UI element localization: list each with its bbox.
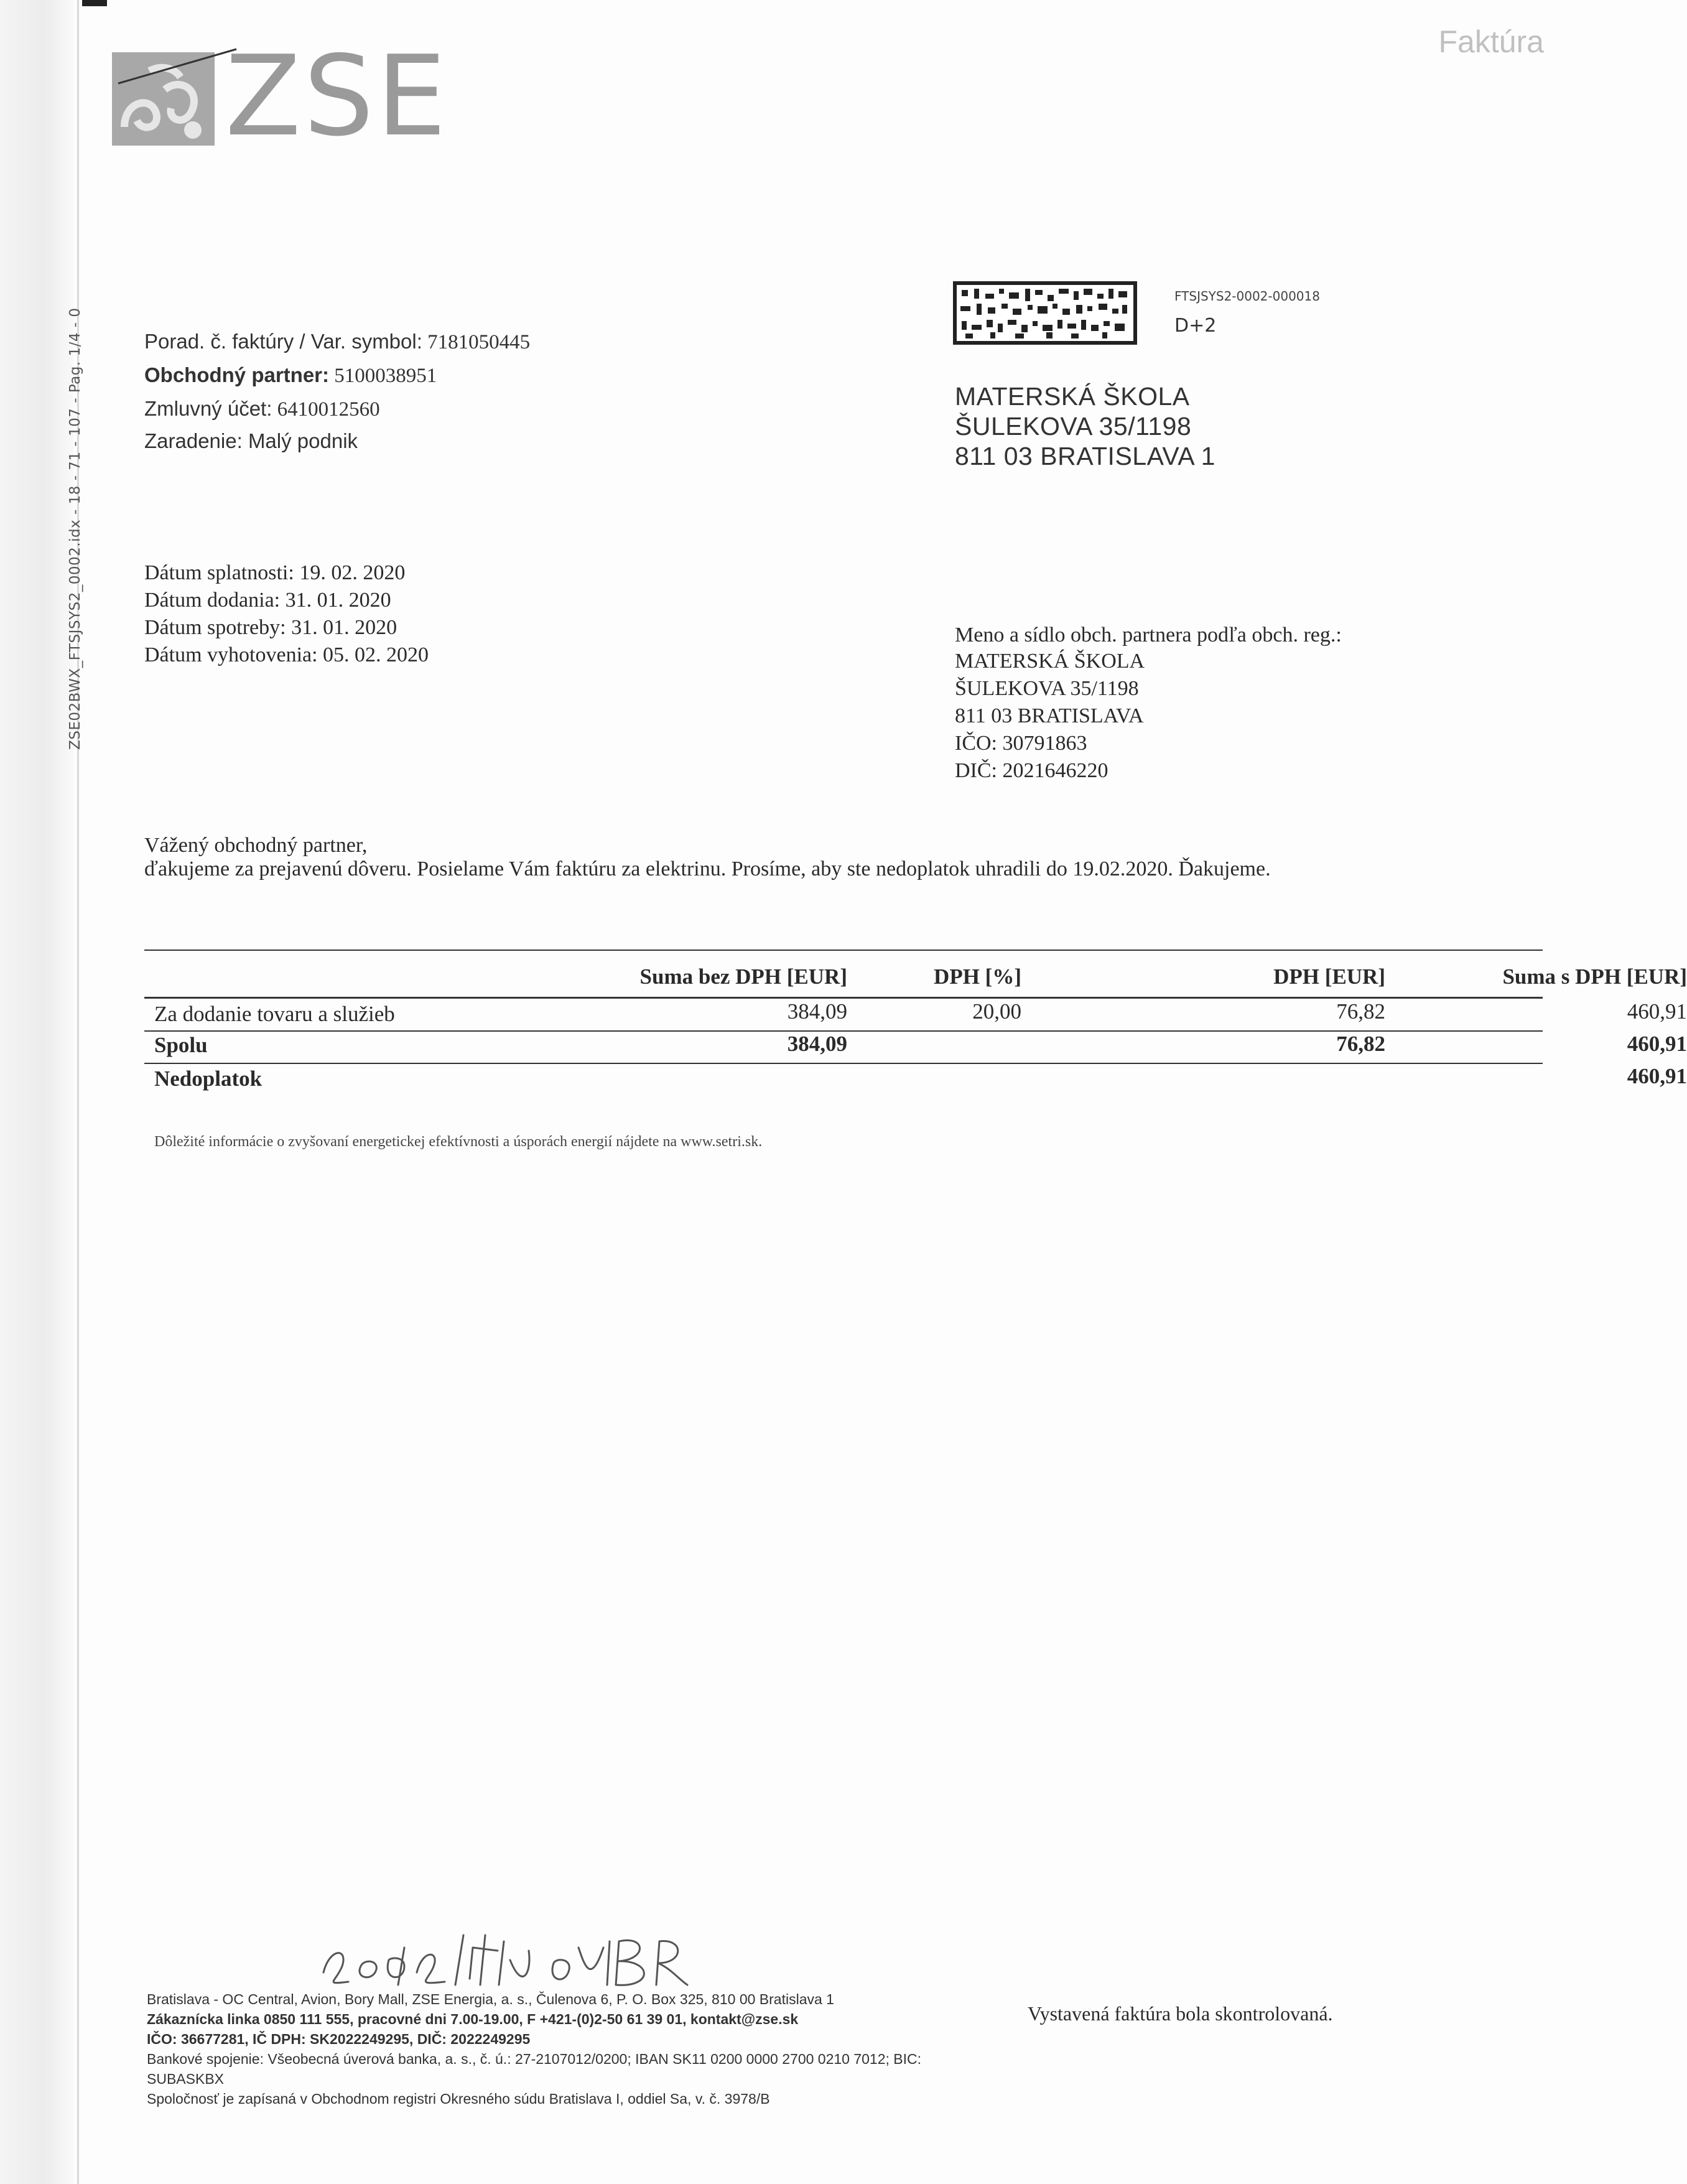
footer-address: Bratislava - OC Central, Avion, Bory Mall, ZSE Energia, a. s., Čulenova 6, P. O. Box 325, 810 00 Bratislava 1 <box>147 1991 834 2007</box>
datamatrix-barcode <box>953 281 1137 345</box>
partner-label: Obchodný partner: <box>144 363 330 386</box>
logo-emblem-icon <box>112 52 215 146</box>
header-gross: Suma s DPH [EUR] <box>1502 964 1687 989</box>
contract-row <box>144 397 380 421</box>
registered-line1: MATERSKÁ ŠKOLA <box>955 650 1145 673</box>
issue-date: Dátum vyhotovenia: 05. 02. 2020 <box>144 643 429 666</box>
registered-dic: DIČ: 2021646220 <box>955 759 1108 782</box>
document-title: Faktúra <box>1438 24 1544 59</box>
handwritten-annotation <box>317 1923 690 1991</box>
delivery-date: Dátum dodania: 31. 01. 2020 <box>144 589 391 612</box>
scan-edge <box>0 0 73 2184</box>
barcode-id: FTSJSYS2-0002-000018 <box>1174 289 1320 304</box>
recipient-line2: ŠULEKOVA 35/1198 <box>955 412 1192 441</box>
category-value: Malý podnik <box>248 429 358 452</box>
table-top-rule <box>144 950 1543 951</box>
row-gross: 460,91 <box>1627 999 1687 1024</box>
row-net: 384,09 <box>787 999 847 1024</box>
category-label: Zaradenie: <box>144 429 243 452</box>
category-row <box>144 429 358 453</box>
letter-greeting: Vážený obchodný partner, <box>144 834 368 857</box>
consumption-date: Dátum spotreby: 31. 01. 2020 <box>144 616 397 639</box>
footer-contact: Zákaznícka linka 0850 111 555, pracovné dni 7.00-19.00, F +421-(0)2-50 61 39 01, kontakt@zse.sk <box>147 2011 799 2027</box>
registered-line3: 811 03 BRATISLAVA <box>955 704 1144 727</box>
invoice-number-value: 7181050445 <box>427 331 531 353</box>
scan-mark <box>82 0 107 6</box>
row-gross: 460,91 <box>1627 1032 1687 1056</box>
row-rule <box>144 1063 1543 1064</box>
letter-body: ďakujeme za prejavenú dôveru. Posielame Vám faktúru za elektrinu. Prosíme, aby ste nedoplatok uhradili do 19.02.2020. Ďakujeme. <box>144 857 1271 880</box>
registered-line2: ŠULEKOVA 35/1198 <box>955 677 1139 700</box>
zse-logo <box>112 32 449 161</box>
row-vat: 76,82 <box>1336 1032 1385 1056</box>
header-vat: DPH [EUR] <box>1273 964 1385 989</box>
registered-ico: IČO: 30791863 <box>955 732 1087 755</box>
header-vat-pct: DPH [%] <box>934 964 1021 989</box>
row-label: Spolu <box>154 1033 208 1057</box>
partner-value: 5100038951 <box>334 365 437 387</box>
footer-registry: Spoločnosť je zapísaná v Obchodnom registri Okresného súdu Bratislava I, oddiel Sa, v. č. 3978/B <box>147 2091 770 2107</box>
logo-text: ZSE <box>225 32 449 161</box>
recipient-line1: MATERSKÁ ŠKOLA <box>955 382 1190 411</box>
checked-note: Vystavená faktúra bola skontrolovaná. <box>1028 2002 1333 2025</box>
side-reference-text: ZSE02BWX_FTSJSYS2_0002.idx - 18 - 71 - 107 - Pag. 1/4 - 0 <box>67 307 83 750</box>
invoice-number-row <box>144 330 530 354</box>
footer-bic: SUBASKBX <box>147 2071 224 2087</box>
row-gross: 460,91 <box>1627 1064 1687 1088</box>
row-vat-pct: 20,00 <box>972 999 1021 1024</box>
registered-label: Meno a sídlo obch. partnera podľa obch. reg.: <box>955 623 1342 646</box>
barcode-sort-code: D+2 <box>1174 315 1217 337</box>
partner-row <box>144 363 437 388</box>
recipient-line3: 811 03 BRATISLAVA 1 <box>955 442 1215 470</box>
row-label: Nedoplatok <box>154 1066 263 1091</box>
contract-label: Zmluvný účet: <box>144 397 272 420</box>
footer-tax-ids: IČO: 36677281, IČ DPH: SK2022249295, DIČ: 2022249295 <box>147 2031 531 2047</box>
due-date: Dátum splatnosti: 19. 02. 2020 <box>144 561 406 584</box>
header-rule <box>144 997 1543 999</box>
invoice-number-label: Porad. č. faktúry / Var. symbol: <box>144 330 422 353</box>
contract-value: 6410012560 <box>277 398 380 421</box>
header-net: Suma bez DPH [EUR] <box>639 964 847 989</box>
footer-bank: Bankové spojenie: Všeobecná úverová banka, a. s., č. ú.: 27-2107012/0200; IBAN SK11 0200 0000 2700 0210 7012; BIC: <box>147 2051 922 2067</box>
efficiency-note: Dôležité informácie o zvyšovaní energetickej efektívnosti a úsporách energií nájdete na www.setri.sk. <box>154 1134 763 1150</box>
row-net: 384,09 <box>787 1032 847 1056</box>
row-label: Za dodanie tovaru a služieb <box>154 1002 395 1026</box>
row-vat: 76,82 <box>1336 999 1385 1024</box>
